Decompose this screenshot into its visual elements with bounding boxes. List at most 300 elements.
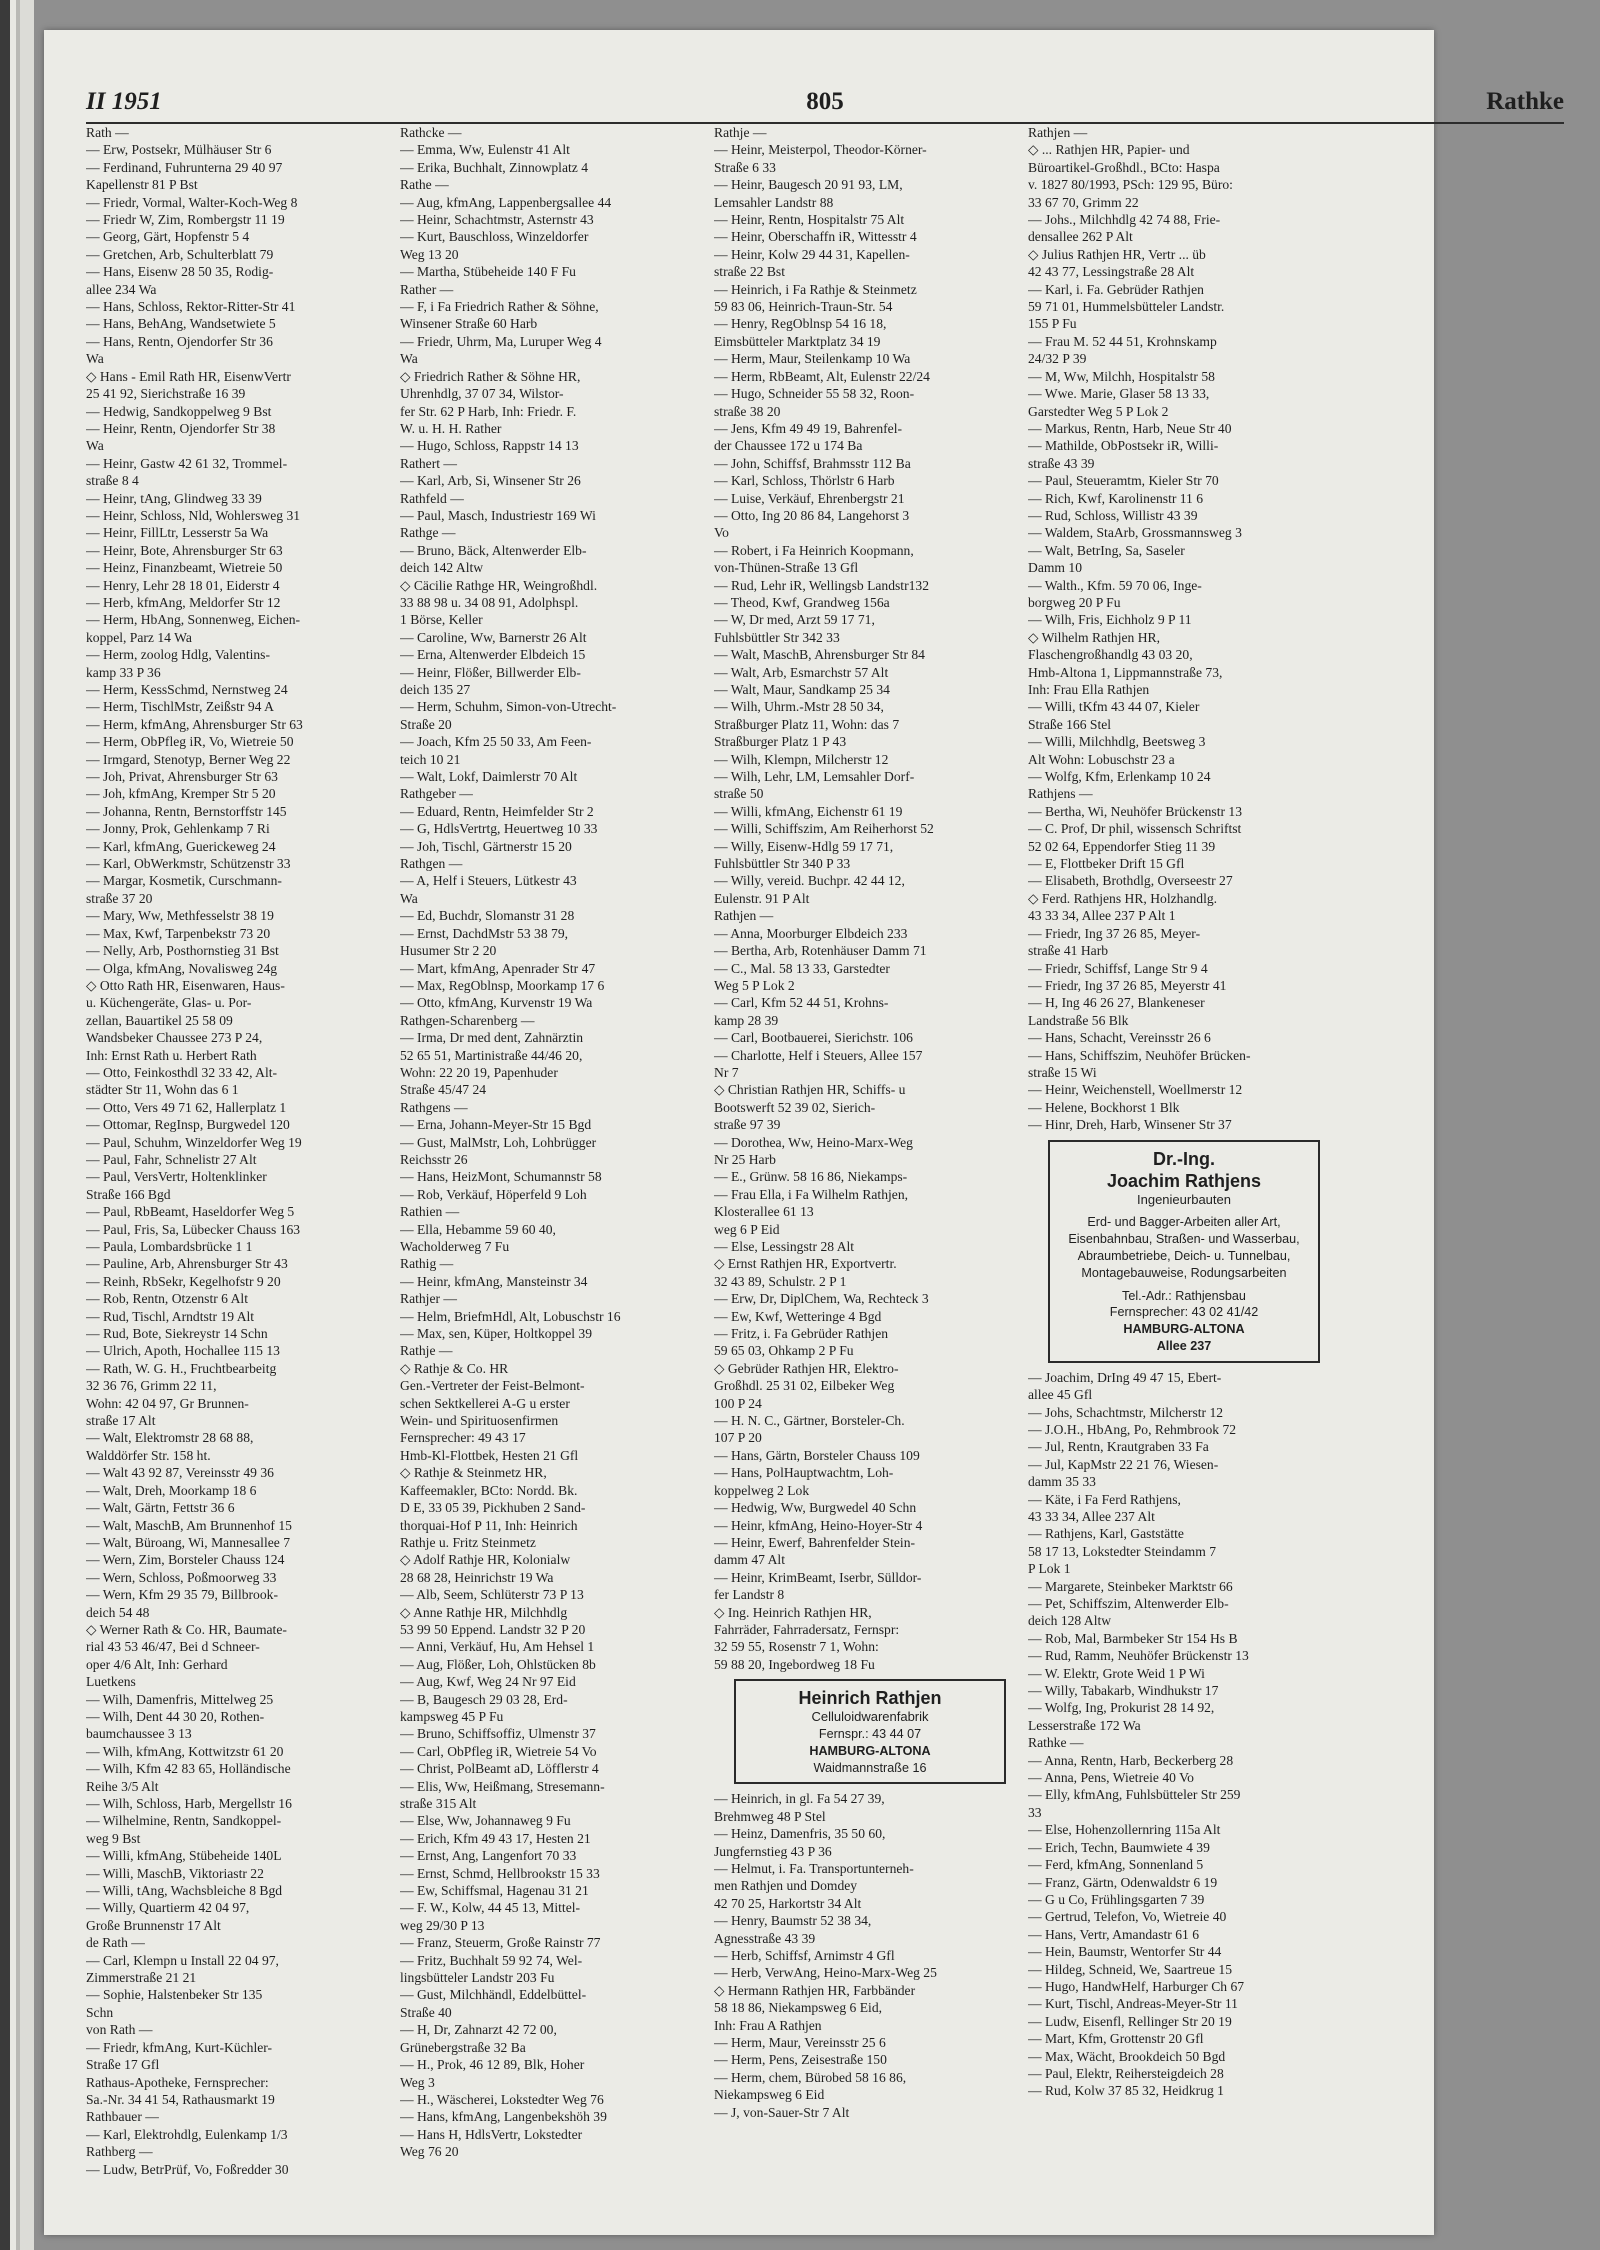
directory-entry-line: fer Str. 62 P Harb, Inh: Friedr. F. bbox=[400, 403, 577, 419]
directory-entry-line: — Max, sen, Küper, Holtkoppel 39 bbox=[400, 1326, 593, 1342]
directory-entry-line: Luetkens bbox=[86, 1674, 136, 1690]
directory-entry-line: weg 29/30 P 13 bbox=[400, 1917, 485, 1933]
directory-entry-line: — Jens, Kfm 49 49 19, Bahrenfel- bbox=[714, 420, 903, 436]
directory-entry-line: — Mart, Kfm, Grottenstr 20 Gfl bbox=[1028, 2031, 1204, 2047]
directory-entry-line: Grünebergstraße 32 Ba bbox=[400, 2039, 526, 2055]
directory-entry-line: — Hildeg, Schneid, We, Saartreue 15 bbox=[1028, 1961, 1233, 1977]
directory-entry-line: Hmb-Altona 1, Lippmannstraße 73, bbox=[1028, 664, 1223, 680]
directory-entry-line: Bootswerft 52 39 02, Sierich- bbox=[714, 1099, 876, 1115]
directory-entry-line: — Gertrud, Telefon, Vo, Wietreie 40 bbox=[1028, 1909, 1227, 1925]
directory-entry-line: Rathberg — bbox=[86, 2144, 153, 2160]
directory-entry-line: — A, Helf i Steuers, Lütkestr 43 bbox=[400, 873, 577, 889]
ad-telegram: Tel.-Adr.: Rathjensbau bbox=[1122, 1288, 1246, 1303]
directory-entry-line: — Alb, Seem, Schlüterstr 73 P 13 bbox=[400, 1587, 584, 1603]
directory-entry-line: — Heinr, Baugesch 20 91 93, LM, bbox=[714, 177, 903, 193]
directory-entry-line: — Herb, VerwAng, Heino-Marx-Weg 25 bbox=[714, 1965, 937, 1981]
ad-subtitle: Ingenieurbauten bbox=[1137, 1191, 1231, 1207]
directory-entry-line: — Bruno, Bäck, Altenwerder Elb- bbox=[400, 542, 587, 558]
directory-entry-line: — Hans, Gärtn, Borsteler Chauss 109 bbox=[714, 1447, 920, 1463]
directory-entry-line: 33 67 70, Grimm 22 bbox=[1028, 194, 1139, 210]
directory-entry-line: kamp 33 P 36 bbox=[86, 664, 161, 680]
directory-entry-line: — Heinrich, i Fa Rathje & Steinmetz bbox=[714, 281, 917, 297]
directory-entry-line: — E, Flottbeker Drift 15 Gfl bbox=[1028, 856, 1185, 872]
directory-entry-line: 32 36 76, Grimm 22 11, bbox=[86, 1378, 217, 1394]
directory-entry-line: — Otto, Ing 20 86 84, Langehorst 3 bbox=[714, 507, 910, 523]
directory-entry-line: — Walt, Lokf, Daimlerstr 70 Alt bbox=[400, 769, 578, 785]
directory-entry-line: — Wilh, Damenfris, Mittelweg 25 bbox=[86, 1691, 274, 1707]
directory-entry-line: — Henry, RegOblnsp 54 16 18, bbox=[714, 316, 887, 332]
directory-entry-line: Brehmweg 48 P Stel bbox=[714, 1808, 826, 1824]
directory-entry-line: — Ernst, Schmd, Hellbrookstr 15 33 bbox=[400, 1865, 600, 1881]
directory-entry-line: Wa bbox=[400, 890, 418, 906]
directory-entry-line: — Hans, Schloss, Rektor-Ritter-Str 41 bbox=[86, 299, 296, 315]
directory-entry-line: — Friedr W, Zim, Rombergstr 11 19 bbox=[86, 212, 285, 228]
directory-entry-line: 59 65 03, Ohkamp 2 P Fu bbox=[714, 1343, 854, 1359]
directory-entry-line: — Hugo, Schneider 55 58 32, Roon- bbox=[714, 386, 915, 402]
directory-entry-line: — Carl, Klempn u Install 22 04 97, bbox=[86, 1952, 279, 1968]
directory-entry-line: Straßburger Platz 1 P 43 bbox=[714, 734, 847, 750]
directory-entry-line: — J.O.H., HbAng, Po, Rehmbrook 72 bbox=[1028, 1421, 1237, 1437]
directory-entry-line: — Paul, Elektr, Reihersteigdeich 28 bbox=[1028, 2065, 1224, 2081]
directory-entry-line: — C. Prof, Dr phil, wissensch Schriftst bbox=[1028, 821, 1242, 837]
directory-entry-line: lingsbütteler Landstr 203 Fu bbox=[400, 1970, 555, 1986]
directory-entry-line: — Rob, Rentn, Otzenstr 6 Alt bbox=[86, 1291, 248, 1307]
directory-entry-line: — Fritz, Buchhalt 59 92 74, Wel- bbox=[400, 1952, 583, 1968]
directory-entry-line: — Walt, Arb, Esmarchstr 57 Alt bbox=[714, 664, 889, 680]
directory-entry-line: Straßburger Platz 11, Wohn: das 7 bbox=[714, 716, 900, 732]
directory-entry-line: — Herm, Maur, Steilenkamp 10 Wa bbox=[714, 351, 911, 367]
directory-entry-line: — Else, Hohenzollernring 115a Alt bbox=[1028, 1822, 1221, 1838]
directory-entry-line: — Paul, RbBeamt, Haseldorfer Weg 5 bbox=[86, 1204, 295, 1220]
directory-entry-line: — Wilh, Dent 44 30 20, Rothen- bbox=[86, 1708, 265, 1724]
directory-entry-line: — Erich, Kfm 49 43 17, Hesten 21 bbox=[400, 1830, 591, 1846]
directory-entry-line: — Wilh, Fris, Eichholz 9 P 11 bbox=[1028, 612, 1192, 628]
directory-entry-line: — W, Dr med, Arzt 59 17 71, bbox=[714, 612, 875, 628]
directory-entry-line: Kaffeemakler, BCto: Nordd. Bk. bbox=[400, 1482, 578, 1498]
directory-entry-line: Rathjens — bbox=[1028, 786, 1093, 802]
directory-entry-line: — Pauline, Arb, Ahrensburger Str 43 bbox=[86, 1256, 288, 1272]
directory-entry-line: — M, Ww, Milchh, Hospitalstr 58 bbox=[1028, 368, 1215, 384]
ad-title: Dr.-Ing. bbox=[1153, 1148, 1215, 1169]
directory-entry-line: städter Str 11, Wohn das 6 1 bbox=[86, 1082, 239, 1098]
directory-entry-line: — Ottomar, RegInsp, Burgwedel 120 bbox=[86, 1117, 290, 1133]
directory-entry-line: — Pet, Schiffszim, Altenwerder Elb- bbox=[1028, 1596, 1229, 1612]
directory-entry-line: Wacholderweg 7 Fu bbox=[400, 1239, 510, 1254]
directory-entry-line: — Margar, Kosmetik, Curschmann- bbox=[86, 873, 282, 889]
directory-entry-line: ◇ Wilhelm Rathjen HR, bbox=[1028, 629, 1160, 645]
directory-entry-line: Weg 3 bbox=[400, 2074, 435, 2090]
directory-entry-line: baumchaussee 3 13 bbox=[86, 1726, 192, 1742]
directory-entry-line: — Christ, PolBeamt aD, Löfflerstr 4 bbox=[400, 1761, 599, 1777]
directory-entry-line: thorquai-Hof P 11, Inh: Heinrich bbox=[400, 1517, 578, 1533]
directory-entry-line: der Chaussee 172 u 174 Ba bbox=[714, 438, 863, 454]
directory-entry-line: — Wilh, Schloss, Harb, Mergellstr 16 bbox=[86, 1796, 292, 1811]
directory-entry-line: — Herm, KessSchmd, Nernstweg 24 bbox=[86, 682, 288, 697]
directory-entry-line: — Rud, Lehr iR, Wellingsb Landstr132 bbox=[714, 577, 930, 593]
directory-entry-line: — F, i Fa Friedrich Rather & Söhne, bbox=[400, 299, 599, 315]
directory-entry-line: — Joach, Kfm 25 50 33, Am Feen- bbox=[400, 734, 592, 750]
directory-entry-line: deich 54 48 bbox=[86, 1604, 150, 1620]
directory-entry-line: — Bertha, Arb, Rotenhäuser Damm 71 bbox=[714, 943, 927, 959]
directory-entry-line: Wohn: 42 04 97, Gr Brunnen- bbox=[86, 1395, 249, 1411]
directory-entry-line: Rathjen — bbox=[714, 908, 774, 924]
directory-entry-line: Rathge — bbox=[400, 525, 456, 541]
directory-entry-line: — Heinr, Schachtmstr, Asternstr 43 bbox=[400, 212, 594, 228]
directory-entry-line: — Aug, kfmAng, Lappenbergsallee 44 bbox=[400, 194, 612, 210]
directory-entry-line: Wandsbeker Chaussee 273 P 24, bbox=[86, 1030, 263, 1046]
directory-entry-line: — John, Schiffsf, Brahmsstr 112 Ba bbox=[714, 455, 911, 471]
directory-entry-line: borgweg 20 P Fu bbox=[1028, 594, 1121, 610]
directory-entry-line: allee 234 Wa bbox=[86, 281, 157, 297]
directory-entry-line: Husumer Str 2 20 bbox=[400, 943, 497, 959]
directory-entry-line: — Gretchen, Arb, Schulterblatt 79 bbox=[86, 246, 274, 262]
directory-entry-line: 28 68 28, Heinrichstr 19 Wa bbox=[400, 1569, 554, 1585]
directory-entry-line: — Walt, Maur, Sandkamp 25 34 bbox=[714, 682, 890, 697]
directory-entry-line: — Elis, Ww, Heißmang, Stresemann- bbox=[400, 1778, 605, 1794]
directory-entry-line: — Luise, Verkäuf, Ehrenbergstr 21 bbox=[714, 490, 905, 506]
directory-entry-line: — Willi, tAng, Wachsbleiche 8 Bgd bbox=[86, 1883, 283, 1899]
directory-entry-line: straße 22 Bst bbox=[714, 264, 785, 280]
directory-entry-line: — Mary, Ww, Methfesselstr 38 19 bbox=[86, 908, 274, 924]
directory-entry-line: Agnesstraße 43 39 bbox=[714, 1930, 816, 1946]
directory-entry-line: — Otto, Feinkosthdl 32 33 42, Alt- bbox=[86, 1064, 278, 1080]
directory-entry-line: teich 10 21 bbox=[400, 751, 461, 767]
directory-entry-line: koppelweg 2 Lok bbox=[714, 1482, 810, 1498]
directory-entry-line: — Herm, Schuhm, Simon-von-Utrecht- bbox=[400, 699, 617, 715]
directory-entry-line: — Herm, Pens, Zeisestraße 150 bbox=[714, 2052, 887, 2068]
directory-entry-line: — Käte, i Fa Ferd Rathjens, bbox=[1028, 1491, 1181, 1507]
directory-entry-line: — Margarete, Steinbeker Marktstr 66 bbox=[1028, 1578, 1233, 1594]
directory-entry-line: Inh: Ernst Rath u. Herbert Rath bbox=[86, 1047, 257, 1063]
directory-entry-line: — Heinr, tAng, Glindweg 33 39 bbox=[86, 490, 262, 506]
directory-entry-line: — Hans, Schiffszim, Neuhöfer Brücken- bbox=[1028, 1047, 1251, 1063]
directory-entry-line: Rathien — bbox=[400, 1204, 460, 1220]
directory-entry-line: koppel, Parz 14 Wa bbox=[86, 629, 192, 645]
directory-entry-line: — E., Grünw. 58 16 86, Niekamps- bbox=[714, 1169, 908, 1185]
directory-entry-line: — H., Wäscherei, Lokstedter Weg 76 bbox=[400, 2091, 604, 2107]
directory-entry-line: — Wern, Zim, Borsteler Chauss 124 bbox=[86, 1552, 285, 1568]
ad-subtitle: Celluloidwarenfabrik bbox=[811, 1709, 929, 1725]
directory-entry-line: — Helmut, i. Fa. Transportunterneh- bbox=[714, 1860, 914, 1876]
directory-entry-line: de Rath — bbox=[86, 1935, 145, 1951]
directory-entry-line: — Willi, kfmAng, Eichenstr 61 19 bbox=[714, 803, 903, 819]
directory-entry-line: — Mathilde, ObPostsekr iR, Willi- bbox=[1028, 438, 1219, 454]
directory-entry-line: — Hans H, HdlsVertr, Lokstedter bbox=[400, 2126, 583, 2142]
directory-entry-line: — Walt, BetrIng, Sa, Saseler bbox=[1028, 542, 1185, 558]
directory-entry-line: — Wilhelmine, Rentn, Sandkoppel- bbox=[86, 1813, 282, 1829]
ad-name: Joachim Rathjens bbox=[1106, 1170, 1262, 1191]
directory-entry-line: — Wilh, kfmAng, Kottwitzstr 61 20 bbox=[86, 1743, 284, 1759]
directory-entry-line: — Heinr, Meisterpol, Theodor-Körner- bbox=[714, 142, 927, 158]
directory-entry-line: D E, 33 05 39, Pickhuben 2 Sand- bbox=[400, 1500, 586, 1516]
directory-entry-line: — Franz, Steuerm, Große Rainstr 77 bbox=[400, 1935, 601, 1951]
directory-entry-line: — Willy, Tabakarb, Windhukstr 17 bbox=[1028, 1683, 1219, 1699]
directory-entry-line: 52 65 51, Martinistraße 44/46 20, bbox=[400, 1047, 583, 1063]
directory-entry-line: — Martha, Stübeheide 140 F Fu bbox=[400, 264, 576, 280]
directory-entry-line: W. u. H. H. Rather bbox=[400, 420, 502, 436]
directory-entry-line: straße 97 39 bbox=[714, 1117, 781, 1133]
directory-entry-line: straße 17 Alt bbox=[86, 1413, 156, 1429]
directory-entry-line: Rathbauer — bbox=[86, 2109, 159, 2125]
directory-entry-line: — Willi, tKfm 43 44 07, Kieler bbox=[1028, 699, 1200, 715]
ad-title: Heinrich Rathjen bbox=[798, 1688, 942, 1709]
directory-entry-line: Rathig — bbox=[400, 1256, 454, 1272]
directory-entry-line: — Georg, Gärt, Hopfenstr 5 4 bbox=[86, 229, 250, 245]
directory-entry-line: — Fritz, i. Fa Gebrüder Rathjen bbox=[714, 1326, 889, 1342]
directory-entry-line: straße 15 Wi bbox=[1028, 1064, 1097, 1080]
directory-entry-line: ◇ Ernst Rathjen HR, Exportvertr. bbox=[714, 1256, 897, 1272]
directory-entry-line: — Walt, Büroang, Wi, Mannesallee 7 bbox=[86, 1534, 290, 1550]
directory-entry-line: P Lok 1 bbox=[1028, 1561, 1071, 1577]
directory-entry-line: — Erna, Altenwerder Elbdeich 15 bbox=[400, 647, 586, 663]
directory-entry-line: kampsweg 45 P Fu bbox=[400, 1708, 504, 1724]
book-binding-edge bbox=[0, 0, 34, 2250]
directory-entry-line: Vo bbox=[714, 525, 729, 541]
directory-entry-line: — Caroline, Ww, Barnerstr 26 Alt bbox=[400, 629, 587, 645]
directory-entry-line: ◇ Adolf Rathje HR, Kolonialw bbox=[400, 1552, 571, 1568]
directory-entry-line: — Willy, vereid. Buchpr. 42 44 12, bbox=[714, 873, 905, 889]
page-header-volume-year: II 1951 bbox=[86, 88, 162, 115]
directory-entry-line: — Otto, kfmAng, Kurvenstr 19 Wa bbox=[400, 995, 593, 1011]
directory-entry-line: Straße 40 bbox=[400, 2004, 452, 2020]
directory-entry-line: — Heinr, Schloss, Nld, Wohlersweg 31 bbox=[86, 507, 301, 523]
directory-entry-line: — Paul, Schuhm, Winzeldorfer Weg 19 bbox=[86, 1134, 302, 1150]
directory-entry-line: — Karl, i. Fa. Gebrüder Rathjen bbox=[1028, 281, 1204, 297]
directory-entry-line: v. 1827 80/1993, PSch: 129 95, Büro: bbox=[1028, 177, 1233, 193]
directory-entry-line: Fahrräder, Fahrradersatz, Fernspr: bbox=[714, 1621, 900, 1637]
directory-entry-line: — Ludw, BetrPrüf, Vo, Foßredder 30 bbox=[86, 2161, 289, 2177]
directory-entry-line: ◇ Christian Rathjen HR, Schiffs- u bbox=[714, 1082, 906, 1098]
directory-entry-line: — Reinh, RbSekr, Kegelhofstr 9 20 bbox=[86, 1273, 281, 1289]
directory-entry-line: — Ferd, kfmAng, Sonnenland 5 bbox=[1028, 1857, 1204, 1873]
directory-entry-line: Rathfeld — bbox=[400, 490, 464, 506]
directory-entry-line: — Heinr, Rentn, Ojendorfer Str 38 bbox=[86, 420, 276, 436]
directory-entry-line: — H. N. C., Gärtner, Borsteler-Ch. bbox=[714, 1413, 905, 1429]
directory-entry-line: — W. Elektr, Grote Weid 1 P Wi bbox=[1028, 1665, 1205, 1681]
directory-entry-line: — Olga, kfmAng, Novalisweg 24g bbox=[86, 960, 278, 976]
directory-entry-line: 53 99 50 Eppend. Landstr 32 P 20 bbox=[400, 1621, 586, 1637]
directory-entry-line: — Erika, Buchhalt, Zinnowplatz 4 bbox=[400, 159, 589, 175]
directory-entry-line: 25 41 92, Sierichstraße 16 39 bbox=[86, 386, 246, 402]
directory-entry-line: — Gust, MalMstr, Loh, Lohbrügger bbox=[400, 1134, 597, 1150]
directory-entry-line: — Carl, Kfm 52 44 51, Krohns- bbox=[714, 995, 889, 1011]
ad-phone: Fernsprecher: 43 02 41/42 bbox=[1109, 1305, 1259, 1320]
directory-entry-line: Garstedter Weg 5 P Lok 2 bbox=[1028, 403, 1169, 419]
directory-columns bbox=[86, 124, 1328, 2222]
directory-entry-line: — Gust, Milchhändl, Eddelbüttel- bbox=[400, 1987, 587, 2003]
directory-entry-line: Straße 17 Gfl bbox=[86, 2057, 160, 2073]
directory-entry-line: Klosterallee 61 13 bbox=[714, 1204, 814, 1220]
directory-entry-line: — Herm, zoolog Hdlg, Valentins- bbox=[86, 647, 270, 663]
directory-entry-line: straße 50 bbox=[714, 786, 764, 802]
directory-entry-line: — Willi, MaschB, Viktoriastr 22 bbox=[86, 1865, 264, 1881]
directory-entry-line: — Rud, Tischl, Arndtstr 19 Alt bbox=[86, 1308, 255, 1324]
directory-entry-line: — Hans, Schacht, Vereinsstr 26 6 bbox=[1028, 1030, 1211, 1046]
directory-entry-line: — Hans, Rentn, Ojendorfer Str 36 bbox=[86, 333, 273, 349]
directory-entry-line: 155 P Fu bbox=[1028, 316, 1077, 332]
directory-entry-line: — Rath, W. G. H., Fruchtbearbeitg bbox=[86, 1360, 277, 1376]
directory-entry-line: — Johs, Schachtmstr, Milcherstr 12 bbox=[1028, 1404, 1224, 1420]
directory-entry-line: Rathje u. Fritz Steinmetz bbox=[400, 1534, 536, 1550]
directory-entry-line: — Max, Kwf, Tarpenbekstr 73 20 bbox=[86, 925, 271, 941]
directory-entry-line: 58 17 13, Lokstedter Steindamm 7 bbox=[1028, 1543, 1217, 1559]
directory-entry-line: ◇ Otto Rath HR, Eisenwaren, Haus- bbox=[86, 977, 285, 993]
directory-entry-line: — Heinr, Rentn, Hospitalstr 75 Alt bbox=[714, 212, 905, 228]
directory-entry-line: rial 43 53 46/47, Bei d Schneer- bbox=[86, 1639, 260, 1655]
directory-entry-line: — Aug, Kwf, Weg 24 Nr 97 Eid bbox=[400, 1674, 576, 1690]
directory-entry-line: — Wern, Kfm 29 35 79, Billbrook- bbox=[86, 1587, 278, 1603]
directory-entry-line: — Friedr, Ing 37 26 85, Meyerstr 41 bbox=[1028, 977, 1227, 993]
directory-entry-line: — H., Prok, 46 12 89, Blk, Hoher bbox=[400, 2057, 585, 2073]
directory-entry-line: — Frau M. 52 44 51, Krohnskamp bbox=[1028, 333, 1217, 349]
directory-entry-line: — Markus, Rentn, Harb, Neue Str 40 bbox=[1028, 420, 1232, 436]
directory-entry-line: Rathke — bbox=[1028, 1735, 1084, 1751]
directory-entry-line: — Charlotte, Helf i Steuers, Allee 157 bbox=[714, 1047, 923, 1063]
directory-entry-line: — Rich, Kwf, Karolinenstr 11 6 bbox=[1028, 490, 1204, 506]
directory-entry-line: Damm 10 bbox=[1028, 560, 1082, 576]
directory-entry-line: ◇ Ing. Heinrich Rathjen HR, bbox=[714, 1604, 872, 1620]
directory-entry-line: — Hans, Vertr, Amandastr 61 6 bbox=[1028, 1926, 1199, 1942]
directory-entry-line: — Friedr, Vormal, Walter-Koch-Weg 8 bbox=[86, 194, 298, 210]
directory-entry-line: — Karl, Arb, Si, Winsener Str 26 bbox=[400, 473, 581, 489]
directory-entry-line: — Heinr, kfmAng, Mansteinstr 34 bbox=[400, 1273, 588, 1289]
directory-entry-line: 100 P 24 bbox=[714, 1395, 762, 1411]
directory-entry-line: — Walt, MaschB, Am Brunnenhof 15 bbox=[86, 1517, 292, 1533]
directory-entry-line: — Paula, Lombardsbrücke 1 1 bbox=[86, 1239, 253, 1254]
advertisement-joachim-rathjens bbox=[1048, 1140, 1320, 1363]
directory-entry-line: 24/32 P 39 bbox=[1028, 351, 1087, 367]
directory-entry-line: Hmb-Kl-Flottbek, Hesten 21 Gfl bbox=[400, 1447, 579, 1463]
directory-entry-line: — Willy, Quartierm 42 04 97, bbox=[86, 1900, 250, 1916]
directory-entry-line: Zimmerstraße 21 21 bbox=[86, 1970, 197, 1986]
directory-entry-line: — Max, RegOblnsp, Moorkamp 17 6 bbox=[400, 977, 605, 993]
directory-entry-line: — Ludw, Eisenfl, Rellinger Str 20 19 bbox=[1028, 2013, 1232, 2029]
directory-entry-line: Straße 6 33 bbox=[714, 159, 776, 175]
directory-entry-line: 1 Börse, Keller bbox=[400, 612, 483, 628]
directory-entry-line: — Carl, ObPfleg iR, Wietreie 54 Vo bbox=[400, 1743, 597, 1759]
directory-entry-line: ◇ Friedrich Rather & Söhne HR, bbox=[400, 368, 581, 384]
directory-entry-line: Rather — bbox=[400, 281, 454, 297]
directory-entry-line: straße 8 4 bbox=[86, 473, 139, 489]
directory-entry-line: densallee 262 P Alt bbox=[1028, 229, 1133, 245]
directory-entry-line: Rathgeber — bbox=[400, 786, 473, 802]
directory-entry-line: — Otto, Vers 49 71 62, Hallerplatz 1 bbox=[86, 1099, 287, 1115]
directory-entry-line: — Paul, Fahr, Schnelistr 27 Alt bbox=[86, 1151, 257, 1167]
directory-entry-line: — Jonny, Prok, Gehlenkamp 7 Ri bbox=[86, 821, 270, 837]
directory-entry-line: — Heinr, Bote, Ahrensburger Str 63 bbox=[86, 542, 283, 558]
directory-entry-line: Fuhlsbüttler Str 340 P 33 bbox=[714, 856, 851, 872]
directory-entry-line: Inh: Frau A Rathjen bbox=[714, 2017, 822, 2033]
directory-entry-line: — Paul, Masch, Industriestr 169 Wi bbox=[400, 507, 596, 523]
directory-entry-line: — Theod, Kwf, Grandweg 156a bbox=[714, 594, 890, 610]
directory-entry-line: — Sophie, Halstenbeker Str 135 bbox=[86, 1987, 263, 2003]
directory-entry-line: — Frau Ella, i Fa Wilhelm Rathjen, bbox=[714, 1186, 909, 1202]
directory-entry-line: — Heinr, Flößer, Billwerder Elb- bbox=[400, 664, 581, 680]
directory-entry-line: — Joh, Tischl, Gärtnerstr 15 20 bbox=[400, 838, 572, 854]
directory-entry-line: — G u Co, Frühlingsgarten 7 39 bbox=[1028, 1891, 1205, 1907]
directory-entry-line: — Friedr, Ing 37 26 85, Meyer- bbox=[1028, 925, 1201, 941]
directory-entry-line: Straße 45/47 24 bbox=[400, 1082, 487, 1098]
directory-entry-line: Gen.-Vertreter der Feist-Belmont- bbox=[400, 1378, 585, 1394]
directory-entry-line: — Willi, Schiffszim, Am Reiherhorst 52 bbox=[714, 821, 934, 837]
directory-entry-line: — Helm, BriefmHdl, Alt, Lobuschstr 16 bbox=[400, 1308, 621, 1324]
directory-entry-line: Rathgens — bbox=[400, 1099, 468, 1115]
directory-entry-line: — Bertha, Wi, Neuhöfer Brückenstr 13 bbox=[1028, 803, 1243, 819]
directory-entry-line: Eimsbütteler Marktplatz 34 19 bbox=[714, 333, 881, 349]
directory-entry-line: — Aug, Flößer, Loh, Ohlstücken 8b bbox=[400, 1656, 596, 1672]
directory-entry-line: — Walt, Gärtn, Fettstr 36 6 bbox=[86, 1500, 235, 1516]
directory-entry-line: — Friedr, Schiffsf, Lange Str 9 4 bbox=[1028, 960, 1208, 976]
directory-entry-line: Eulenstr. 91 P Alt bbox=[714, 890, 810, 906]
directory-entry-line: — Hans, HeizMont, Schumannstr 58 bbox=[400, 1169, 602, 1185]
directory-entry-line: — Walt, Elektromstr 28 68 88, bbox=[86, 1430, 254, 1446]
directory-entry-line: — Karl, Elektrohdlg, Eulenkamp 1/3 bbox=[86, 2126, 288, 2142]
directory-entry-line: — Willi, Milchhdlg, Beetsweg 3 bbox=[1028, 734, 1206, 750]
directory-entry-line: — Heinz, Finanzbeamt, Wietreie 50 bbox=[86, 560, 283, 576]
directory-entry-line: Walddörfer Str. 158 ht. bbox=[86, 1447, 211, 1463]
directory-entry-line: Kapellenstr 81 P Bst bbox=[86, 177, 198, 193]
directory-column-3 bbox=[714, 124, 1014, 2222]
directory-entry-line: — Herb, kfmAng, Meldorfer Str 12 bbox=[86, 594, 281, 610]
directory-entry-line: — Friedr, kfmAng, Kurt-Küchler- bbox=[86, 2039, 273, 2055]
directory-entry-line: 43 33 34, Allee 237 Alt bbox=[1028, 1508, 1155, 1524]
directory-entry-line: Straße 166 Bgd bbox=[86, 1186, 171, 1202]
ad-body: Erd- und Bagger-Arbeiten aller Art, Eisenbahnbau, Straßen- und Wasserbau, Abraumbetriebe, Deich- u. Tunnelbau, Montagebauweise, Rodungsarbeiten bbox=[1068, 1215, 1300, 1280]
directory-entry-line: Weg 76 20 bbox=[400, 2144, 459, 2160]
directory-entry-line: Jungfernstieg 43 P 36 bbox=[714, 1843, 832, 1859]
directory-entry-line: Großhdl. 25 31 02, Eilbeker Weg bbox=[714, 1378, 895, 1394]
directory-entry-line: men Rathjen und Domdey bbox=[714, 1878, 858, 1894]
directory-entry-line: — Henry, Baumstr 52 38 34, bbox=[714, 1913, 872, 1929]
directory-entry-line: — Helene, Bockhorst 1 Blk bbox=[1028, 1099, 1180, 1115]
directory-entry-line: zellan, Bauartikel 25 58 09 bbox=[86, 1012, 233, 1028]
page-number: 805 bbox=[806, 88, 844, 115]
directory-entry-line: — Willy, Eisenw-Hdlg 59 17 71, bbox=[714, 838, 894, 854]
directory-entry-line: Wa bbox=[86, 351, 104, 367]
directory-entry-line: — Herm, kfmAng, Ahrensburger Str 63 bbox=[86, 716, 303, 732]
directory-entry-line: 59 71 01, Hummelsbütteler Landstr. bbox=[1028, 299, 1225, 315]
directory-entry-line: ◇ Cäcilie Rathge HR, Weingroßhdl. bbox=[400, 577, 598, 593]
directory-entry-line: — Eduard, Rentn, Heimfelder Str 2 bbox=[400, 803, 594, 819]
directory-entry-line: — Walt, Dreh, Moorkamp 18 6 bbox=[86, 1482, 257, 1498]
directory-entry-line: Rathjer — bbox=[400, 1291, 458, 1307]
directory-entry-line: Weg 5 P Lok 2 bbox=[714, 977, 795, 993]
directory-entry-line: damm 47 Alt bbox=[714, 1552, 785, 1568]
directory-entry-line: — Rathjens, Karl, Gaststätte bbox=[1028, 1526, 1184, 1542]
directory-entry-line: Reihe 3/5 Alt bbox=[86, 1778, 159, 1794]
directory-entry-line: von Rath — bbox=[86, 2022, 153, 2038]
directory-entry-line: ◇ Gebrüder Rathjen HR, Elektro- bbox=[714, 1360, 899, 1376]
directory-entry-line: — Waldem, StaArb, Grossmannsweg 3 bbox=[1028, 525, 1242, 541]
directory-entry-line: — Joachim, DrIng 49 47 15, Ebert- bbox=[1028, 1369, 1222, 1385]
directory-entry-line: 43 33 34, Allee 237 P Alt 1 bbox=[1028, 908, 1176, 924]
directory-entry-line: u. Küchengeräte, Glas- u. Por- bbox=[86, 995, 252, 1011]
directory-entry-line: — B, Baugesch 29 03 28, Erd- bbox=[400, 1691, 568, 1707]
directory-entry-line: Rath — bbox=[86, 125, 129, 140]
directory-entry-line: Große Brunnenstr 17 Alt bbox=[86, 1917, 221, 1933]
directory-entry-line: ◇ ... Rathjen HR, Papier- und bbox=[1028, 142, 1190, 158]
directory-entry-line: — Herb, Schiffsf, Arnimstr 4 Gfl bbox=[714, 1948, 895, 1963]
directory-entry-line: — Bruno, Schiffsoffiz, Ulmenstr 37 bbox=[400, 1726, 596, 1742]
directory-entry-line: — Joh, kfmAng, Kremper Str 5 20 bbox=[86, 786, 276, 802]
directory-entry-line: — Herm, Maur, Vereinsstr 25 6 bbox=[714, 2035, 886, 2051]
directory-entry-line: Rathgen-Scharenberg — bbox=[400, 1012, 535, 1028]
directory-entry-line: 33 bbox=[1028, 1804, 1042, 1820]
directory-entry-line: von-Thünen-Straße 13 Gfl bbox=[714, 560, 859, 576]
directory-column-2 bbox=[400, 124, 700, 2222]
directory-entry-line: — G, HdlsVertrtg, Heuertweg 10 33 bbox=[400, 821, 598, 837]
directory-entry-line: ◇ Werner Rath & Co. HR, Baumate- bbox=[86, 1621, 287, 1637]
